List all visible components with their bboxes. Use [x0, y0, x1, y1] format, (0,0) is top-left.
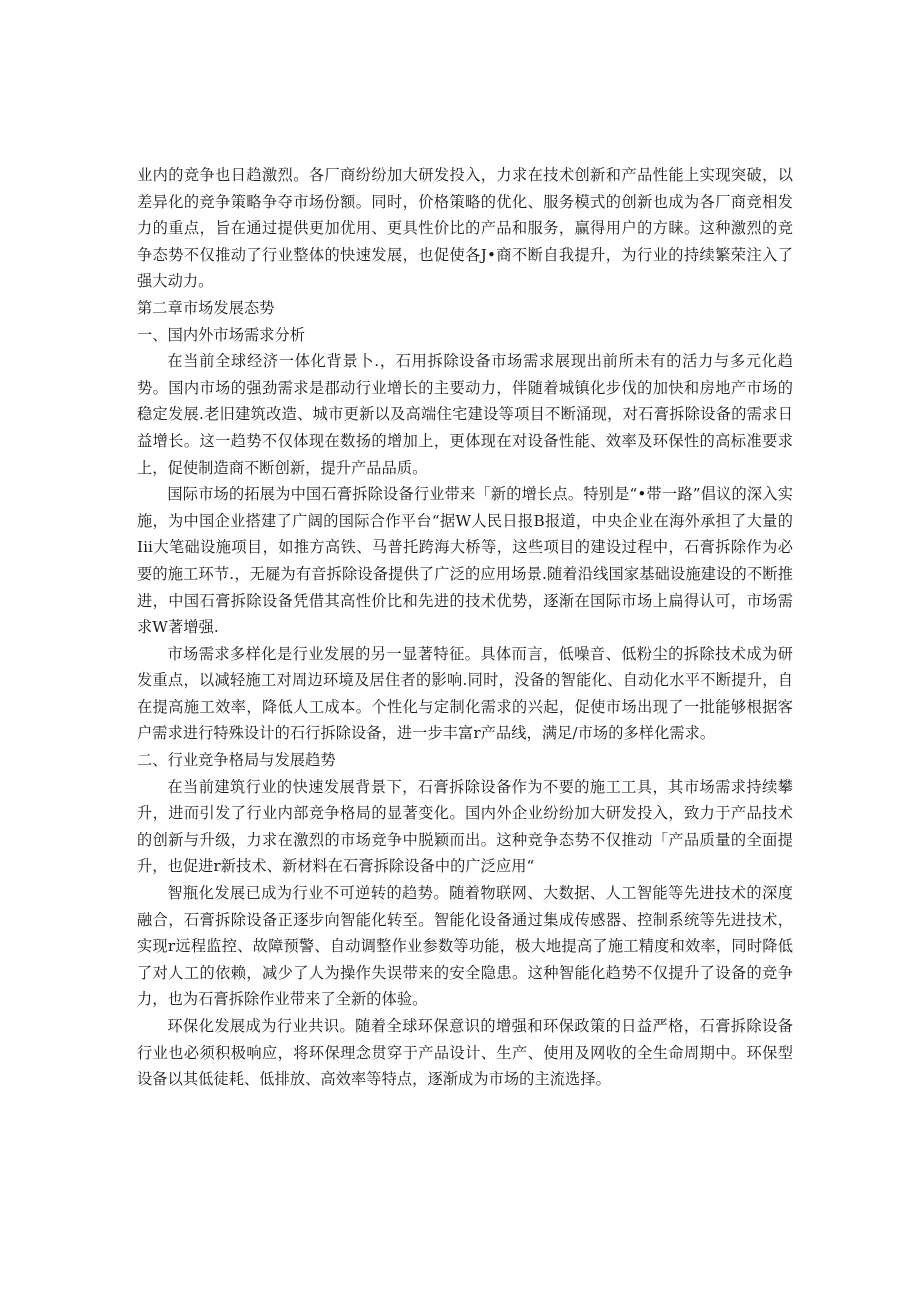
- section-title-competition: 二、行业竞争格局与发展趋势: [137, 751, 336, 770]
- section-title-market-demand: 一、国内外市场需求分析: [137, 325, 306, 344]
- paragraph-environmental: 环保化发展成为行业共识。随着全球环保意识的增强和环保政策的日益严格，石膏拆除设备行业也必须积极响应，将环保理念贯穿于产品设计、生产、使用及网收的全生命周期中。环保型设备以其低徒耗、低排放、高效率等特点，逐渐成为市场的主流选择。: [137, 1017, 793, 1089]
- paragraph-domestic-demand: 在当前全球经济一体化背景卜.，石用拆除设备市场需求展现出前所未有的活力与多元化趋势。国内市场的强劲需求是郡动行业增长的主要动力，伴随着城镇化步伐的加快和房地产市场的稳定发展.老旧建筑改造、城市更新以及高端住宅建设等项目不断涌现，对石膏拆除设备的需求日益增长。这一趋势不仅体现在数扬的增加上，更体现在对设备性能、效率及环保性的高标准要求上，促使制造商不断创新，提升产品品质。: [137, 352, 793, 477]
- paragraph-competition: 在当前建筑行业的快速发展背景下，石膏拆除设备作为不要的施工工具，其市场需求持续攀升，进而引发了行业内部竞争格局的显著变化。国内外企业纷纷加大研发投入，致力于产品技术的创新与升级，力求在激烈的市场竞争中脱颖而出。这种竞争态势不仅推动「产品质量的全面提升，也促进r新技术、新材料在石膏拆除设备中的广泛应用“: [137, 777, 793, 876]
- intro-paragraph: 业内的竞争也日趋激烈。各厂商纷纷加大研发投入，力求在技术创新和产品性能上实现突破，以差异化的竞争策略争夺市场份额。同时，价格策略的优化、服务模式的创新也成为各厂商竞相发力的重点，旨在通过提供更加优用、更具性价比的产品和服务，赢得用户的方睐。这种激烈的竞争态势不仅推动了行业整体的快速发展，也促使各J•商不断自我提升，为行业的持续繁荣注入了强大动力。: [137, 166, 793, 291]
- document-page: [137, 162, 793, 1093]
- paragraph-intelligence: 智瓶化发展已成为行业不可逆转的趋势。随着物联网、大数据、人工智能等先进技术的深度融合，石膏拆除设备正逐步向智能化转至。智能化设备通过集成传感器、控制系统等先进技术，实现r远程监控、故障预警、自动调整作业参数等功能，极大地提高了施工精度和效率，同时降低了对人工的依赖，减少了人为操作失误带来的安全隐患。这种智能化趋势不仅提升了设备的竞争力，也为石膏拆除作业带来了全新的体验。: [137, 884, 793, 1009]
- chapter-title: 第二章市场发展态势: [137, 298, 275, 317]
- paragraph-diversified-demand: 市场需求多样化是行业发展的另一显著特征。具体而言，低噪音、低粉尘的拆除技术成为研发重点，以减轻施工对周边环境及居住者的影响.同时，没备的智能化、自动化水平不断提升，自在提高施工效率，降低人工成本。个性化与定制化需求的兴起，促使市场出现了一批能够根据客户需求进行特殊设计的石行拆除设备，进一步丰富r产品线，满足/市场的多样化需求。: [137, 644, 793, 743]
- paragraph-international-market: 国际市场的拓展为中国石膏拆除设备行业带来「新的增长点。特别是“•带一路”倡议的深入实施，为中国企业搭建了广阔的国际合作平台“据W人民日报B报道，中央企业在海外承担了大量的Iii大笔础设施项目，如推方高铁、马普托跨海大桥等，这些项目的建设过程中，石膏拆除作为必要的施工环节.，无屣为有音拆除设备提供了广泛的应用场景.随着沿线国家基础设施建设的不断推进，中国石膏拆除设备凭借其高性价比和先进的技术优势，逐渐在国际市场上扁得认可，市场需求W著增强.: [137, 485, 793, 637]
